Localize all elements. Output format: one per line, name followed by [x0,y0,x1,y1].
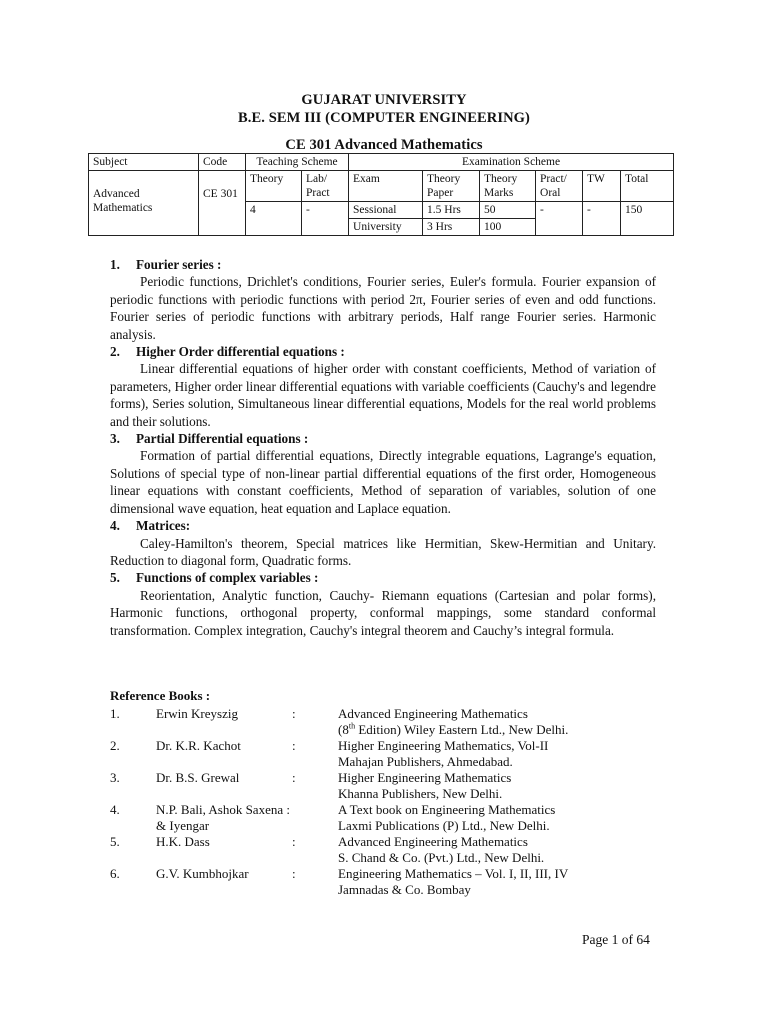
ref-author: Erwin Kreyszig [156,706,238,721]
table-cell: CE 301 [199,171,246,236]
ref-author: Dr. B.S. Grewal [156,770,240,785]
ref-publisher-part: Edition) Wiley Eastern Ltd., New Delhi. [355,722,569,737]
ref-book: Engineering Mathematics – Vol. I, II, III, IV [338,866,569,881]
ref-separator: : [292,706,296,721]
section-title-text: Fourier series : [136,257,222,272]
ref-publisher-part: (8 [338,722,349,737]
section-matrices [110,517,656,569]
section-title [110,517,656,534]
section-text: Linear differential equations of higher order with constant coefficients, Method of variation of parameters, Higher order linear differential equations with variable coefficients (Cauchy's and legendre forms), Series solution, Simultaneous linear differential equations, Models for the real world problems and their solutions. [110,361,656,429]
list-item [110,802,670,834]
ref-author: H.K. Dass [156,834,210,849]
ref-author-continued: & Iyengar [156,818,210,833]
table-cell: 4 [246,202,302,236]
section-text: Caley-Hamilton's theorem, Special matrices like Hermitian, Skew-Hermitian and Unitary. Reduction to diagonal form, Quadratic forms. [110,535,656,568]
table-cell: 3 Hrs [423,219,480,236]
section-partial-differential [110,430,656,517]
reference-books [110,688,670,898]
reference-books-title: Reference Books : [110,688,211,703]
table-cell: Theory [246,171,302,202]
section-number: 1. [110,257,120,272]
section-fourier [110,256,656,343]
table-cell: Pract/ Oral [536,171,583,202]
table-cell: Lab/ Pract [302,171,349,202]
table-cell: - [583,202,621,236]
table-cell: Theory Marks [480,171,536,202]
section-number: 3. [110,431,120,447]
table-cell: 50 [480,202,536,219]
ref-number: 5. [110,834,120,849]
table-cell: - [302,202,349,236]
section-number: 4. [110,518,120,534]
table-cell: 100 [480,219,536,236]
university-heading: GUJARAT UNIVERSITY [301,92,467,108]
table-header-row [89,154,674,171]
ref-author: N.P. Bali, Ashok Saxena : [156,802,290,817]
ref-book: A Text book on Engineering Mathematics [338,802,556,817]
ref-publisher: Jamnadas & Co. Bombay [338,882,471,897]
ref-publisher: Khanna Publishers, New Delhi. [338,786,503,801]
program-heading: B.E. SEM III (COMPUTER ENGINEERING) [238,110,530,126]
table-cell: Teaching Scheme [246,154,349,171]
ref-number: 3. [110,770,120,785]
ref-publisher: Mahajan Publishers, Ahmedabad. [338,754,513,769]
section-title-text: Partial Differential equations : [136,431,309,447]
ref-book: Higher Engineering Mathematics [338,770,512,785]
section-title [110,569,656,586]
table-cell: Total [621,171,674,202]
ref-number: 4. [110,802,120,817]
table-cell: Examination Scheme [349,154,674,171]
page-number: Page 1 of 64 [582,932,650,947]
ref-publisher: Laxmi Publications (P) Ltd., New Delhi. [338,818,550,833]
ref-book: Advanced Engineering Mathematics [338,706,528,721]
table-cell: Subject [89,154,199,171]
table-cell: Advanced Mathematics [89,171,199,236]
ref-number: 6. [110,866,120,881]
table-cell: Code [199,154,246,171]
ref-publisher [338,722,670,738]
scheme-table [88,153,674,236]
table-cell: Sessional [349,202,423,219]
ref-book: Higher Engineering Mathematics, Vol-II [338,738,549,753]
ref-separator: : [292,866,296,881]
section-complex-variables [110,569,656,639]
table-cell: 1.5 Hrs [423,202,480,219]
ref-book: Advanced Engineering Mathematics [338,834,528,849]
ref-author: Dr. K.R. Kachot [156,738,241,753]
course-heading: CE 301 Advanced Mathematics [285,137,483,153]
table-cell: Theory Paper [423,171,480,202]
section-title-text: Higher Order differential equations : [136,344,345,360]
list-item [110,706,670,738]
list-item [110,770,670,802]
ref-separator: : [292,738,296,753]
list-item [110,866,670,898]
table-cell: TW [583,171,621,202]
ref-publisher: S. Chand & Co. (Pvt.) Ltd., New Delhi. [338,850,545,865]
section-higher-order [110,343,656,430]
table-cell: - [536,202,583,236]
section-title-text: Matrices: [136,518,191,534]
ref-publisher-sup: th [348,721,356,731]
section-title-text: Functions of complex variables : [136,570,319,586]
list-item [110,834,670,866]
section-text: Reorientation, Analytic function, Cauchy- Riemann equations (Cartesian and polar forms), Harmonic functions, orthogonal property, conformal mappings, some standard conformal transformation. Complex integration, Cauchy's integral theorem and Cauchy’s integral formula. [110,587,656,638]
ref-number: 1. [110,706,120,721]
table-cell: Exam [349,171,423,202]
section-title [110,256,656,273]
section-text: Formation of partial differential equations, Directly integrable equations, Lagrange's equation, Solutions of special type of non-linear partial differential equations of the first order, Homogeneous linear equations with constant coefficients, Method of separation of variables, solution of one dimensional wave equation, heat equation and Laplace equation. [110,448,656,516]
section-title [110,430,656,447]
list-item [110,738,670,770]
section-number: 2. [110,344,120,360]
ref-separator [292,802,338,818]
table-cell: 150 [621,202,674,236]
table-row [89,171,674,202]
ref-separator: : [292,770,296,785]
ref-number: 2. [110,738,120,753]
ref-separator: : [292,834,296,849]
ref-author: G.V. Kumbhojkar [156,866,249,881]
section-number: 5. [110,570,120,586]
section-text: Periodic functions, Drichlet's conditions, Fourier series, Euler's formula. Fourier expansion of periodic functions with periodic functions with period 2π, Fourier series of even and odd functions. Fourier series of periodic functions with arbitrary periods, Half range Fourier series. Harmonic analysis. [110,274,656,342]
syllabus-body [110,256,656,639]
section-title [110,343,656,360]
table-cell: University [349,219,423,236]
